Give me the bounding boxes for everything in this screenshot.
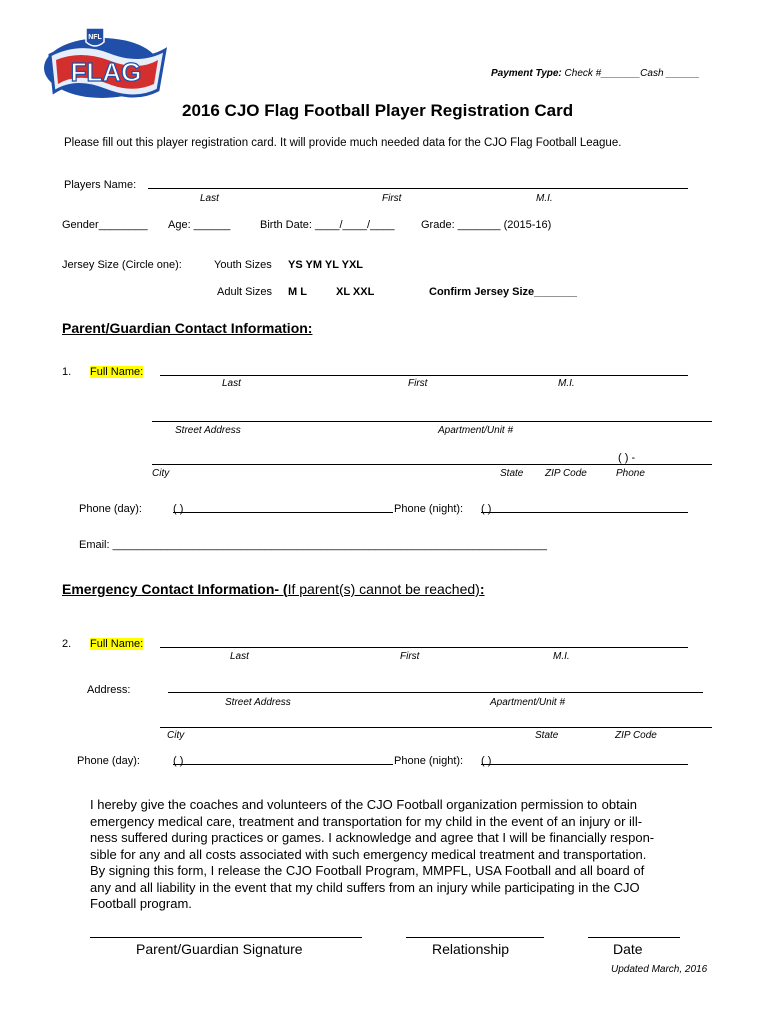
emergency-section-heading <box>62 581 485 597</box>
grade-field[interactable]: Grade: _______ (2015-16) <box>421 219 552 231</box>
jersey-size-label: Jersey Size (Circle one): <box>62 259 182 271</box>
gender-field[interactable]: Gender________ <box>62 219 148 231</box>
consent-line: I hereby give the coaches and volunteers of the CJO Football organization permission to obtain <box>90 797 638 812</box>
emergency-phone-night-label: Phone (night): <box>394 755 464 767</box>
birth-date-field[interactable]: Birth Date: ____/____/____ <box>260 219 395 231</box>
parent-phone-parens: ( ) - <box>618 452 636 464</box>
page-title: 2016 CJO Flag Football Player Registration Card <box>182 101 574 120</box>
emergency-heading-paren: If parent(s) cannot be reached) <box>287 581 480 597</box>
players-mi-label: M.I. <box>536 193 553 204</box>
relationship-label: Relationship <box>432 941 510 957</box>
adult-sizes-options-ml[interactable]: M L <box>288 286 307 298</box>
parent-phone-day-label: Phone (day): <box>79 503 142 515</box>
emergency-full-name-field[interactable] <box>160 647 688 648</box>
emergency-state-label: State <box>535 730 559 741</box>
relationship-field[interactable] <box>406 937 544 938</box>
parent-full-name-field[interactable] <box>160 375 688 376</box>
players-name-label: Players Name: <box>64 179 137 191</box>
parent-mi-label: M.I. <box>558 378 575 389</box>
confirm-jersey-size[interactable]: Confirm Jersey Size_______ <box>429 286 577 298</box>
emergency-first-label: First <box>400 651 420 662</box>
parent-phone-label: Phone <box>616 468 645 479</box>
flag-logo-graphic <box>40 20 170 105</box>
parent-signature-field[interactable] <box>90 937 362 938</box>
youth-sizes-label: Youth Sizes <box>214 259 272 271</box>
emergency-last-label: Last <box>230 651 249 662</box>
parent-section-heading: Parent/Guardian Contact Information: <box>62 320 313 336</box>
emergency-zip-label: ZIP Code <box>615 730 657 741</box>
emergency-phone-day-field[interactable] <box>173 764 393 765</box>
parent-phone-day-parens: ( ) <box>173 503 184 515</box>
updated-date: Updated March, 2016 <box>611 964 708 975</box>
parent-zip-label: ZIP Code <box>545 468 587 479</box>
parent-first-label: First <box>408 378 428 389</box>
emergency-phone-night-field[interactable] <box>481 764 688 765</box>
emergency-phone-day-parens: ( ) <box>173 755 184 767</box>
parent-phone-day-field[interactable] <box>173 512 393 513</box>
youth-sizes-options[interactable]: YS YM YL YXL <box>288 259 363 271</box>
nfl-flag-logo <box>40 20 170 105</box>
players-first-label: First <box>382 193 402 204</box>
intro-text: Please fill out this player registration card. It will provide much needed data for the CJO Flag Football League. <box>64 137 622 149</box>
payment-type <box>491 68 700 79</box>
emergency-phone-day-label: Phone (day): <box>77 755 140 767</box>
emergency-city-field[interactable] <box>160 727 712 728</box>
emergency-street-label: Street Address <box>225 697 291 708</box>
parent-phone-night-field[interactable] <box>481 512 688 513</box>
parent-city-field[interactable] <box>152 464 712 465</box>
payment-type-options: Check #_______Cash ______ <box>564 68 700 79</box>
parent-street-field[interactable] <box>152 421 712 422</box>
emergency-apt-label: Apartment/Unit # <box>490 697 566 708</box>
emergency-phone-night-parens: ( ) <box>481 755 492 767</box>
consent-line: Football program. <box>90 896 192 911</box>
parent-phone-night-parens: ( ) <box>481 503 492 515</box>
parent-street-label: Street Address <box>175 425 241 436</box>
parent-full-name-label: Full Name: <box>90 366 144 378</box>
consent-line: ness suffered during practices or games. I acknowledge and agree that I will be financially respon- <box>90 830 655 845</box>
emergency-heading-text: Emergency Contact Information- ( <box>62 581 288 597</box>
date-label: Date <box>613 941 643 957</box>
consent-line: emergency medical care, treatment and transportation for my child in the event of an injury or ill- <box>90 813 643 829</box>
logo-badge-text: NFL <box>88 34 102 41</box>
parent-apt-label: Apartment/Unit # <box>438 425 514 436</box>
players-last-label: Last <box>200 193 219 204</box>
parent-last-label: Last <box>222 378 241 389</box>
parent-email-field[interactable]: Email: _______________________________________________________________________ <box>79 539 547 551</box>
parent-state-label: State <box>500 468 524 479</box>
consent-line: sible for any and all costs associated with such emergency medical treatment and transportation. <box>90 846 647 862</box>
parent-phone-night-label: Phone (night): <box>394 503 464 515</box>
emergency-number: 2. <box>62 638 72 650</box>
adult-sizes-options-xl[interactable]: XL XXL <box>336 286 375 298</box>
parent-number: 1. <box>62 366 72 378</box>
players-name-field[interactable] <box>148 188 688 189</box>
emergency-address-label: Address: <box>87 684 131 696</box>
emergency-full-name-label: Full Name: <box>90 638 144 650</box>
emergency-heading-colon: : <box>479 581 485 597</box>
consent-paragraph <box>90 797 670 913</box>
age-field[interactable]: Age: ______ <box>168 219 231 231</box>
emergency-mi-label: M.I. <box>553 651 570 662</box>
adult-sizes-label: Adult Sizes <box>217 286 273 298</box>
emergency-city-label: City <box>167 730 185 741</box>
date-field[interactable] <box>588 937 680 938</box>
parent-signature-label: Parent/Guardian Signature <box>136 941 303 957</box>
consent-line: By signing this form, I release the CJO Football Program, MMPFL, USA Football and all board of <box>90 863 645 878</box>
emergency-street-field[interactable] <box>168 692 703 693</box>
payment-type-label: Payment Type: <box>491 68 562 79</box>
parent-city-label: City <box>152 468 170 479</box>
logo-flag-text: FLAG <box>70 57 142 87</box>
consent-line: any and all liability in the event that my child suffers from an injury while participating in the CJO <box>90 879 640 895</box>
